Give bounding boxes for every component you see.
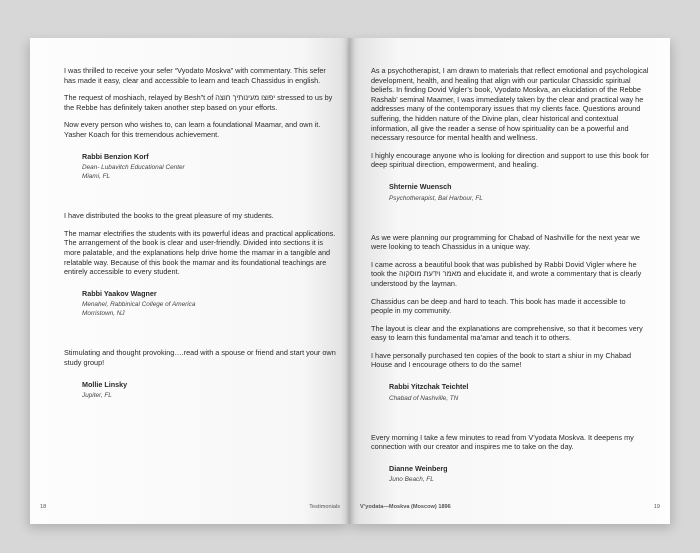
testimonial-paragraph: I was thrilled to receive your sefer “Vyodato Moskva” with commentary. This sefer has made it easy, clear and accessible to learn and teach Chassidus in english. (64, 66, 326, 85)
testimonial-paragraph: I have personally purchased ten copies of the book to start a shiur in my Chabad House and I encourage others to do the same! (371, 350, 632, 370)
left-page-content (64, 66, 339, 400)
signature-title: Chabad of Nashville, TN (389, 394, 459, 402)
signature (82, 380, 339, 401)
signature-name: Rabbi Benzion Korf (82, 151, 149, 161)
right-page (350, 38, 670, 524)
signature-name: Dianne Weinberg (389, 463, 448, 473)
footer-page-number: 18 (40, 504, 47, 510)
footer-section-title: Testimonials (309, 504, 340, 510)
book-spine-shadow (345, 38, 355, 524)
signature-name: Rabbi Yaakov Wagner (82, 288, 157, 298)
signature-location: Juno Beach, FL (389, 476, 434, 484)
footer-book-title: V’yodata—Moskva (Moscow) 1896 (360, 504, 451, 510)
testimonial-korf (64, 66, 339, 181)
testimonial-paragraph: I came across a beautiful book that was published by Rabbi Dovid Vigler where he took the מאמר וידעת מוסקוה and elucidate it, and wrote a commentary that is clearly understood by the layman. (371, 259, 642, 288)
signature-location: Miami, FL (82, 173, 111, 181)
testimonial-paragraph: Every morning I take a few minutes to read from V’yodata Moskva. It deepens my connection with our creator and inspires me to take on the day. (371, 432, 634, 452)
testimonial-paragraph: Stimulating and thought provoking….read with a spouse or friend and start your own study group! (64, 348, 336, 367)
testimonial-paragraph: I highly encourage anyone who is looking for direction and support to use this book for deep spiritual direction, empowerment, and healing. (371, 150, 649, 170)
testimonial-wagner (64, 211, 339, 318)
signature (389, 382, 649, 403)
signature-name: Mollie Linsky (82, 379, 128, 389)
signature-name: Rabbi Yitzchak Teichtel (389, 382, 469, 392)
signature (389, 182, 649, 203)
testimonial-weinberg (371, 433, 649, 485)
testimonial-paragraph: The layout is clear and the explanations are comprehensive, so that it becomes very easy to learn this fundamental ma’amar and teach it to others. (371, 323, 643, 343)
signature-name: Shternie Wuensch (389, 181, 452, 191)
testimonial-paragraph: As we were planning our programming for Chabad of Nashville for the next year we were looking to teach Chassidus in a unique way. (371, 232, 640, 252)
footer-page-number: 19 (653, 504, 660, 510)
testimonial-wuensch (371, 66, 649, 203)
left-page (30, 38, 350, 524)
testimonial-teichtel (371, 233, 649, 403)
testimonial-paragraph: As a psychotherapist, I am drawn to materials that reflect emotional and psychological development, health, and healing that align with our particular Chassidic spiritual beliefs. In finding Dovid Vigler’s book, Vyodato Moskva, an elucidation of the Rebbe Rashab’ seminal Maamer, I was immediately taken by the clear and practical way he addresses many of the contemporary issues that my clients face. Questions around suffering, the hidden nature of the Divine plan, clear historical and contextual information, all give the reader a sense of how spirituality can be a powerful and necessary resource for mental health and wellness. (371, 66, 649, 143)
testimonial-paragraph: The mamar electrifies the students with its powerful ideas and practical applications. The arrangement of the book is clear and user-friendly. Divided into sections it is more palatable, and the explanations help drive home the mamar in a tangible and relatable way. Because of this book the mamar and its foundational teachings are entirely accessible to every student. (64, 228, 336, 277)
testimonial-paragraph: I have distributed the books to the great pleasure of my students. (64, 211, 274, 221)
testimonial-paragraph: Now every person who wishes to, can learn a foundational Maamar, and own it. Yasher Koach for this tremendous achievement. (64, 120, 321, 139)
signature (389, 464, 649, 485)
signature-location: Jupiter, FL (82, 392, 112, 400)
signature-title: Menahel, Rabbinical College of America (82, 301, 196, 309)
open-book (30, 38, 670, 524)
testimonial-paragraph: Chassidus can be deep and hard to teach. This book has made it accessible to people in my community. (371, 296, 626, 316)
signature (82, 289, 339, 319)
signature-title: Psychotherapist, Bal Harbour, FL (389, 194, 483, 202)
signature (82, 152, 339, 182)
right-page-content (371, 66, 649, 484)
signature-location: Morristown, NJ (82, 310, 125, 318)
testimonial-paragraph: The request of moshiach, relayed by Besh”t of יפוצו מעינותיך חוצה stressed to us by the Rebbe has definitely taken another step based on your efforts. (64, 93, 333, 112)
signature-title: Dean- Lubavitch Educational Center (82, 164, 185, 172)
testimonial-linsky (64, 348, 339, 400)
